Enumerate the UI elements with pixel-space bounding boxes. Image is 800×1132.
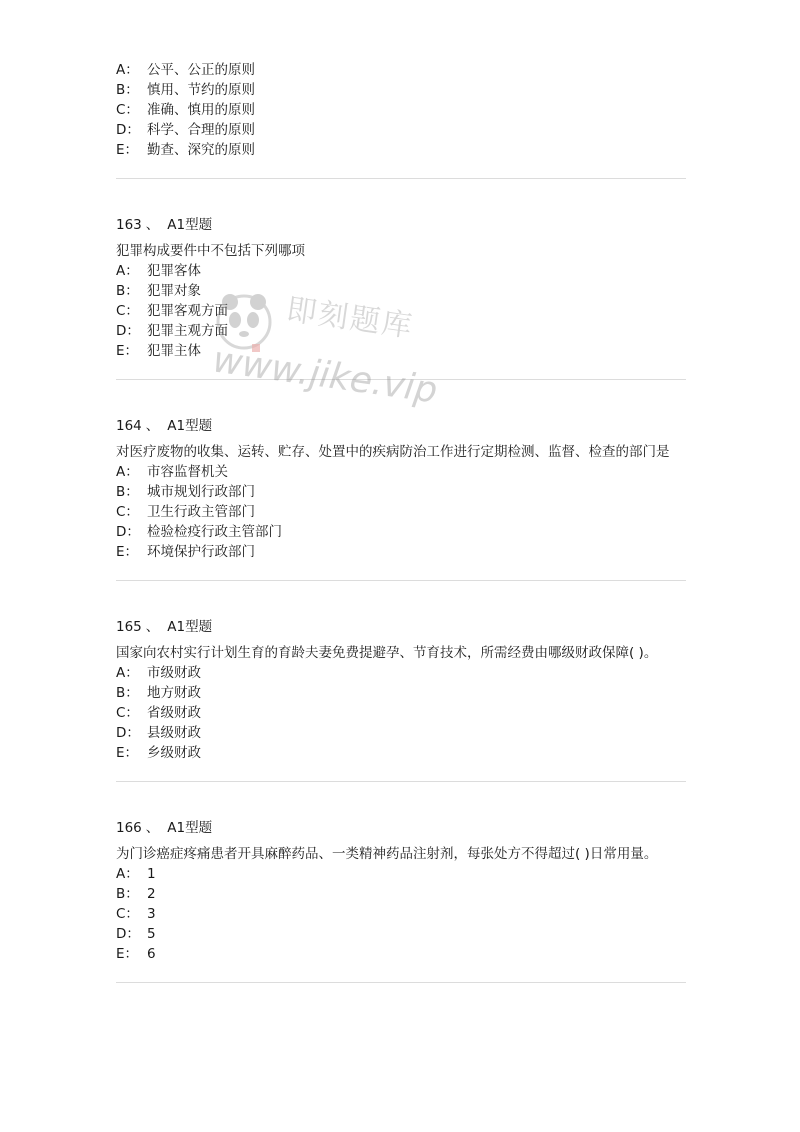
question-164 (116, 416, 686, 562)
option-text: 准确、慎用的原则 (147, 102, 255, 118)
option-letter: C： (116, 504, 139, 520)
option-c (116, 301, 686, 321)
option-d (116, 120, 686, 140)
question-separator: 、 (145, 820, 160, 836)
option-c (116, 502, 686, 522)
option-text: 犯罪客体 (147, 263, 201, 279)
question-stem-text: 为门诊癌症疼痛患者开具麻醉药品、一类精神药品注射剂，每张处方不得超过( )日常用量。 (116, 846, 658, 862)
option-text: 1 (147, 866, 156, 882)
question-number: 166 (116, 820, 142, 836)
option-text: 2 (147, 886, 156, 902)
option-a (116, 663, 686, 683)
option-text: 公平、公正的原则 (147, 62, 255, 78)
option-e (116, 542, 686, 562)
question-divider (116, 580, 686, 581)
question-stem (116, 643, 686, 663)
question-stem-text: 国家向农村实行计划生育的育龄夫妻免费提避孕、节育技术，所需经费由哪级财政保障( )。 (116, 645, 658, 661)
option-text: 乡级财政 (147, 745, 201, 761)
question-separator: 、 (145, 418, 160, 434)
option-d (116, 723, 686, 743)
question-166 (116, 818, 686, 964)
question-stem (116, 442, 686, 462)
previous-question-options (116, 60, 686, 160)
option-text: 县级财政 (147, 725, 201, 741)
question-stem (116, 844, 686, 864)
option-letter: D： (116, 926, 140, 942)
question-stem (116, 241, 686, 261)
document-page (116, 60, 686, 983)
option-letter: A： (116, 866, 139, 882)
option-e (116, 944, 686, 964)
option-text: 6 (147, 946, 156, 962)
option-letter: B： (116, 484, 139, 500)
question-stem-text: 对医疗废物的收集、运转、贮存、处置中的疾病防治工作进行定期检测、监督、检查的部门是 (116, 444, 670, 460)
question-header (116, 416, 686, 436)
option-text: 勤查、深究的原则 (147, 142, 255, 158)
question-divider (116, 781, 686, 782)
question-stem-text: 犯罪构成要件中不包括下列哪项 (116, 243, 305, 259)
option-text: 慎用、节约的原则 (147, 82, 255, 98)
option-text: 市级财政 (147, 665, 201, 681)
option-letter: D： (116, 122, 140, 138)
option-letter: B： (116, 685, 139, 701)
option-a (116, 60, 686, 80)
question-divider (116, 982, 686, 983)
question-header (116, 215, 686, 235)
option-text: 犯罪主观方面 (147, 323, 228, 339)
option-text: 3 (147, 906, 156, 922)
option-text: 犯罪客观方面 (147, 303, 228, 319)
option-letter: C： (116, 303, 139, 319)
option-text: 省级财政 (147, 705, 201, 721)
watermark-url: www.jike.vip (210, 339, 440, 412)
option-letter: E： (116, 142, 139, 158)
option-e (116, 140, 686, 160)
question-header (116, 617, 686, 637)
watermark-brand: 即刻题库 (284, 292, 416, 345)
option-a (116, 462, 686, 482)
option-letter: A： (116, 464, 139, 480)
question-number: 163 (116, 217, 142, 233)
option-e (116, 341, 686, 361)
option-text: 检验检疫行政主管部门 (147, 524, 282, 540)
option-b (116, 281, 686, 301)
option-letter: C： (116, 102, 139, 118)
option-letter: E： (116, 946, 139, 962)
option-letter: D： (116, 323, 140, 339)
option-letter: D： (116, 524, 140, 540)
question-165 (116, 617, 686, 763)
option-b (116, 683, 686, 703)
question-separator: 、 (145, 217, 160, 233)
option-text: 犯罪对象 (147, 283, 201, 299)
option-letter: D： (116, 725, 140, 741)
question-number: 165 (116, 619, 142, 635)
option-letter: B： (116, 283, 139, 299)
option-b (116, 884, 686, 904)
option-text: 市容监督机关 (147, 464, 228, 480)
option-text: 5 (147, 926, 156, 942)
option-b (116, 482, 686, 502)
question-separator: 、 (145, 619, 160, 635)
option-letter: E： (116, 544, 139, 560)
option-letter: A： (116, 263, 139, 279)
option-letter: E： (116, 343, 139, 359)
question-163 (116, 215, 686, 361)
question-number: 164 (116, 418, 142, 434)
option-b (116, 80, 686, 100)
option-letter: A： (116, 62, 139, 78)
option-text: 环境保护行政部门 (147, 544, 255, 560)
option-text: 科学、合理的原则 (147, 122, 255, 138)
option-text: 城市规划行政部门 (147, 484, 255, 500)
option-c (116, 703, 686, 723)
option-c (116, 904, 686, 924)
option-e (116, 743, 686, 763)
option-letter: B： (116, 886, 139, 902)
option-text: 卫生行政主管部门 (147, 504, 255, 520)
question-type: A1型题 (167, 619, 213, 635)
question-type: A1型题 (167, 217, 213, 233)
question-type: A1型题 (167, 820, 213, 836)
option-letter: C： (116, 705, 139, 721)
option-d (116, 924, 686, 944)
question-header (116, 818, 686, 838)
option-d (116, 321, 686, 341)
question-type: A1型题 (167, 418, 213, 434)
option-letter: C： (116, 906, 139, 922)
option-text: 犯罪主体 (147, 343, 201, 359)
question-divider (116, 379, 686, 380)
option-d (116, 522, 686, 542)
option-a (116, 261, 686, 281)
option-text: 地方财政 (147, 685, 201, 701)
option-a (116, 864, 686, 884)
option-c (116, 100, 686, 120)
question-divider (116, 178, 686, 179)
option-letter: B： (116, 82, 139, 98)
option-letter: A： (116, 665, 139, 681)
option-letter: E： (116, 745, 139, 761)
